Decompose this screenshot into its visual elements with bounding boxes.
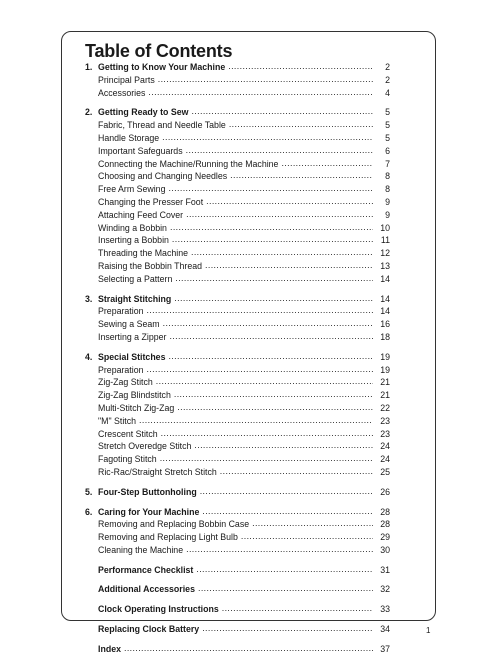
toc-entry-title: Crescent Stitch [98,428,158,439]
toc-entry-title: Special Stitches [98,351,166,362]
toc-number: 5. [85,486,93,497]
toc-page-number: 7 [385,158,390,169]
toc-entry-title: Changing the Presser Foot [98,196,204,207]
toc-page-number: 19 [380,351,390,362]
dot-leader [175,272,373,285]
page-number: 1 [426,626,431,635]
toc-page-number: 23 [380,415,390,426]
toc-page-number: 25 [380,466,390,477]
toc-entry-title: Ric-Rac/Straight Stretch Stitch [98,466,217,477]
dot-leader [148,86,373,99]
toc-page-number: 34 [380,624,390,635]
toc-section [85,643,390,656]
toc-page-number: 30 [380,544,390,555]
toc-page-number: 5 [385,132,390,143]
toc-page-number: 9 [385,196,390,207]
toc-page-number: 14 [380,273,390,284]
toc-page-number: 6 [385,145,390,156]
dot-leader [220,465,373,478]
toc-entry-title: Stretch Overedge Stitch [98,441,192,452]
dot-leader [191,105,373,118]
dot-leader [162,131,373,144]
toc-page-number: 8 [385,171,390,182]
toc-page-number: 9 [385,209,390,220]
toc-entry-title: Getting Ready to Sew [98,107,189,118]
toc-entry-title: Principal Parts [98,74,155,85]
table-of-contents [85,61,390,656]
toc-entry-title: Inserting a Zipper [98,331,167,342]
toc-page-number: 13 [380,260,390,271]
toc-item [85,331,390,344]
toc-section [85,486,390,499]
dot-leader [172,233,373,246]
toc-section [85,564,390,577]
toc-page-number: 14 [380,306,390,317]
toc-page-number: 29 [380,532,390,543]
dot-leader [186,543,373,556]
toc-item [85,273,390,286]
dot-leader [281,157,373,170]
dot-leader [174,388,373,401]
dot-leader [163,317,373,330]
dot-leader [139,414,373,427]
toc-page-number: 21 [380,377,390,388]
toc-entry-title: Clock Operating Instructions [98,604,219,615]
toc-section [85,623,390,636]
toc-entry-title: Inserting a Bobbin [98,235,169,246]
dot-leader [200,485,373,498]
toc-entry-title: Choosing and Changing Needles [98,171,228,182]
dot-leader [191,246,373,259]
toc-entry-title: Removing and Replacing Light Bulb [98,532,238,543]
toc-page-number: 28 [380,519,390,530]
dot-leader [252,517,373,530]
dot-leader [206,195,373,208]
toc-page-number: 12 [380,248,390,259]
toc-entry-title: Preparation [98,306,144,317]
dot-leader [160,452,373,465]
toc-number: 4. [85,351,93,362]
dot-leader [241,530,373,543]
dot-leader [194,439,373,452]
dot-leader [168,350,373,363]
dot-leader [158,73,373,86]
toc-entry-title: Additional Accessories [98,584,195,595]
toc-page-number: 31 [380,564,390,575]
toc-page-number: 24 [380,454,390,465]
toc-page-number: 4 [385,87,390,98]
toc-entry-title: Zig-Zag Blindstitch [98,390,171,401]
toc-entry-title: Handle Storage [98,132,160,143]
dot-leader [146,304,373,317]
dot-leader [230,169,373,182]
dot-leader [205,259,373,272]
dot-leader [174,292,373,305]
toc-page-number: 2 [385,62,390,72]
dot-leader [186,208,373,221]
toc-entry-title: Index [98,643,121,654]
toc-entry-title: Important Safeguards [98,145,183,156]
dot-leader [124,642,373,655]
toc-page-number: 33 [380,604,390,615]
dot-leader [170,221,373,234]
toc-entry-title: Free Arm Sewing [98,184,166,195]
toc-entry-title: Straight Stitching [98,293,172,304]
toc-entry-title: Connecting the Machine/Running the Machine [98,158,279,169]
toc-entry-title: Attaching Feed Cover [98,209,184,220]
toc-page-number: 24 [380,441,390,452]
toc-entry-title: Fagoting Stitch [98,454,157,465]
toc-entry-title: Threading the Machine [98,248,188,259]
toc-page-number: 23 [380,428,390,439]
toc-page-number: 5 [385,107,390,118]
dot-leader [168,182,373,195]
toc-page-number: 2 [385,74,390,85]
toc-page-number: 22 [380,402,390,413]
toc-page-number: 10 [380,222,390,233]
toc-entry-title: Selecting a Pattern [98,273,173,284]
toc-page-number: 19 [380,364,390,375]
toc-page-number: 5 [385,120,390,131]
toc-entry-title: Zig-Zag Stitch [98,377,153,388]
toc-page-number: 16 [380,319,390,330]
toc-entry-title: Removing and Replacing Bobbin Case [98,519,250,530]
toc-entry-title: Cleaning the Machine [98,544,184,555]
dot-leader [198,582,373,595]
toc-entry-title: Sewing a Seam [98,319,160,330]
dot-leader [186,144,373,157]
toc-entry-title: "M" Stitch [98,415,137,426]
toc-page-number: 18 [380,331,390,342]
toc-item [85,87,390,100]
dot-leader [146,363,373,376]
toc-item [85,466,390,479]
toc-page-number: 28 [380,506,390,517]
toc-number: 3. [85,293,93,304]
toc-page-number: 14 [380,293,390,304]
toc-page-number: 8 [385,184,390,195]
toc-item [85,544,390,557]
dot-leader [202,505,373,518]
toc-number: 2. [85,107,93,118]
toc-entry-title: Preparation [98,364,144,375]
dot-leader [177,401,373,414]
dot-leader [161,427,373,440]
toc-page-number: 26 [380,486,390,497]
toc-entry-title: Fabric, Thread and Needle Table [98,120,226,131]
page-title: Table of Contents [85,41,233,61]
toc-entry-title: Replacing Clock Battery [98,624,200,635]
toc-entry-title: Multi-Stitch Zig-Zag [98,402,175,413]
toc-section [85,603,390,616]
toc-entry-title: Performance Checklist [98,564,194,575]
dot-leader [156,375,373,388]
toc-page-number: 37 [380,643,390,654]
dot-leader [196,563,373,576]
toc-page-number: 21 [380,390,390,401]
dot-leader [229,118,373,131]
dot-leader [169,330,373,343]
dot-leader [222,602,373,615]
toc-entry-title: Getting to Know Your Machine [98,62,226,72]
toc-number: 6. [85,506,93,517]
toc-entry-title: Winding a Bobbin [98,222,167,233]
dot-leader [202,622,373,635]
toc-entry-title: Raising the Bobbin Thread [98,260,203,271]
toc-page-number: 32 [380,584,390,595]
toc-number: 1. [85,62,93,72]
toc-entry-title: Caring for Your Machine [98,506,200,517]
toc-section [85,583,390,596]
dot-leader [228,60,373,73]
toc-entry-title: Accessories [98,87,146,98]
toc-entry-title: Four-Step Buttonholing [98,486,197,497]
toc-page-number: 11 [380,235,390,246]
